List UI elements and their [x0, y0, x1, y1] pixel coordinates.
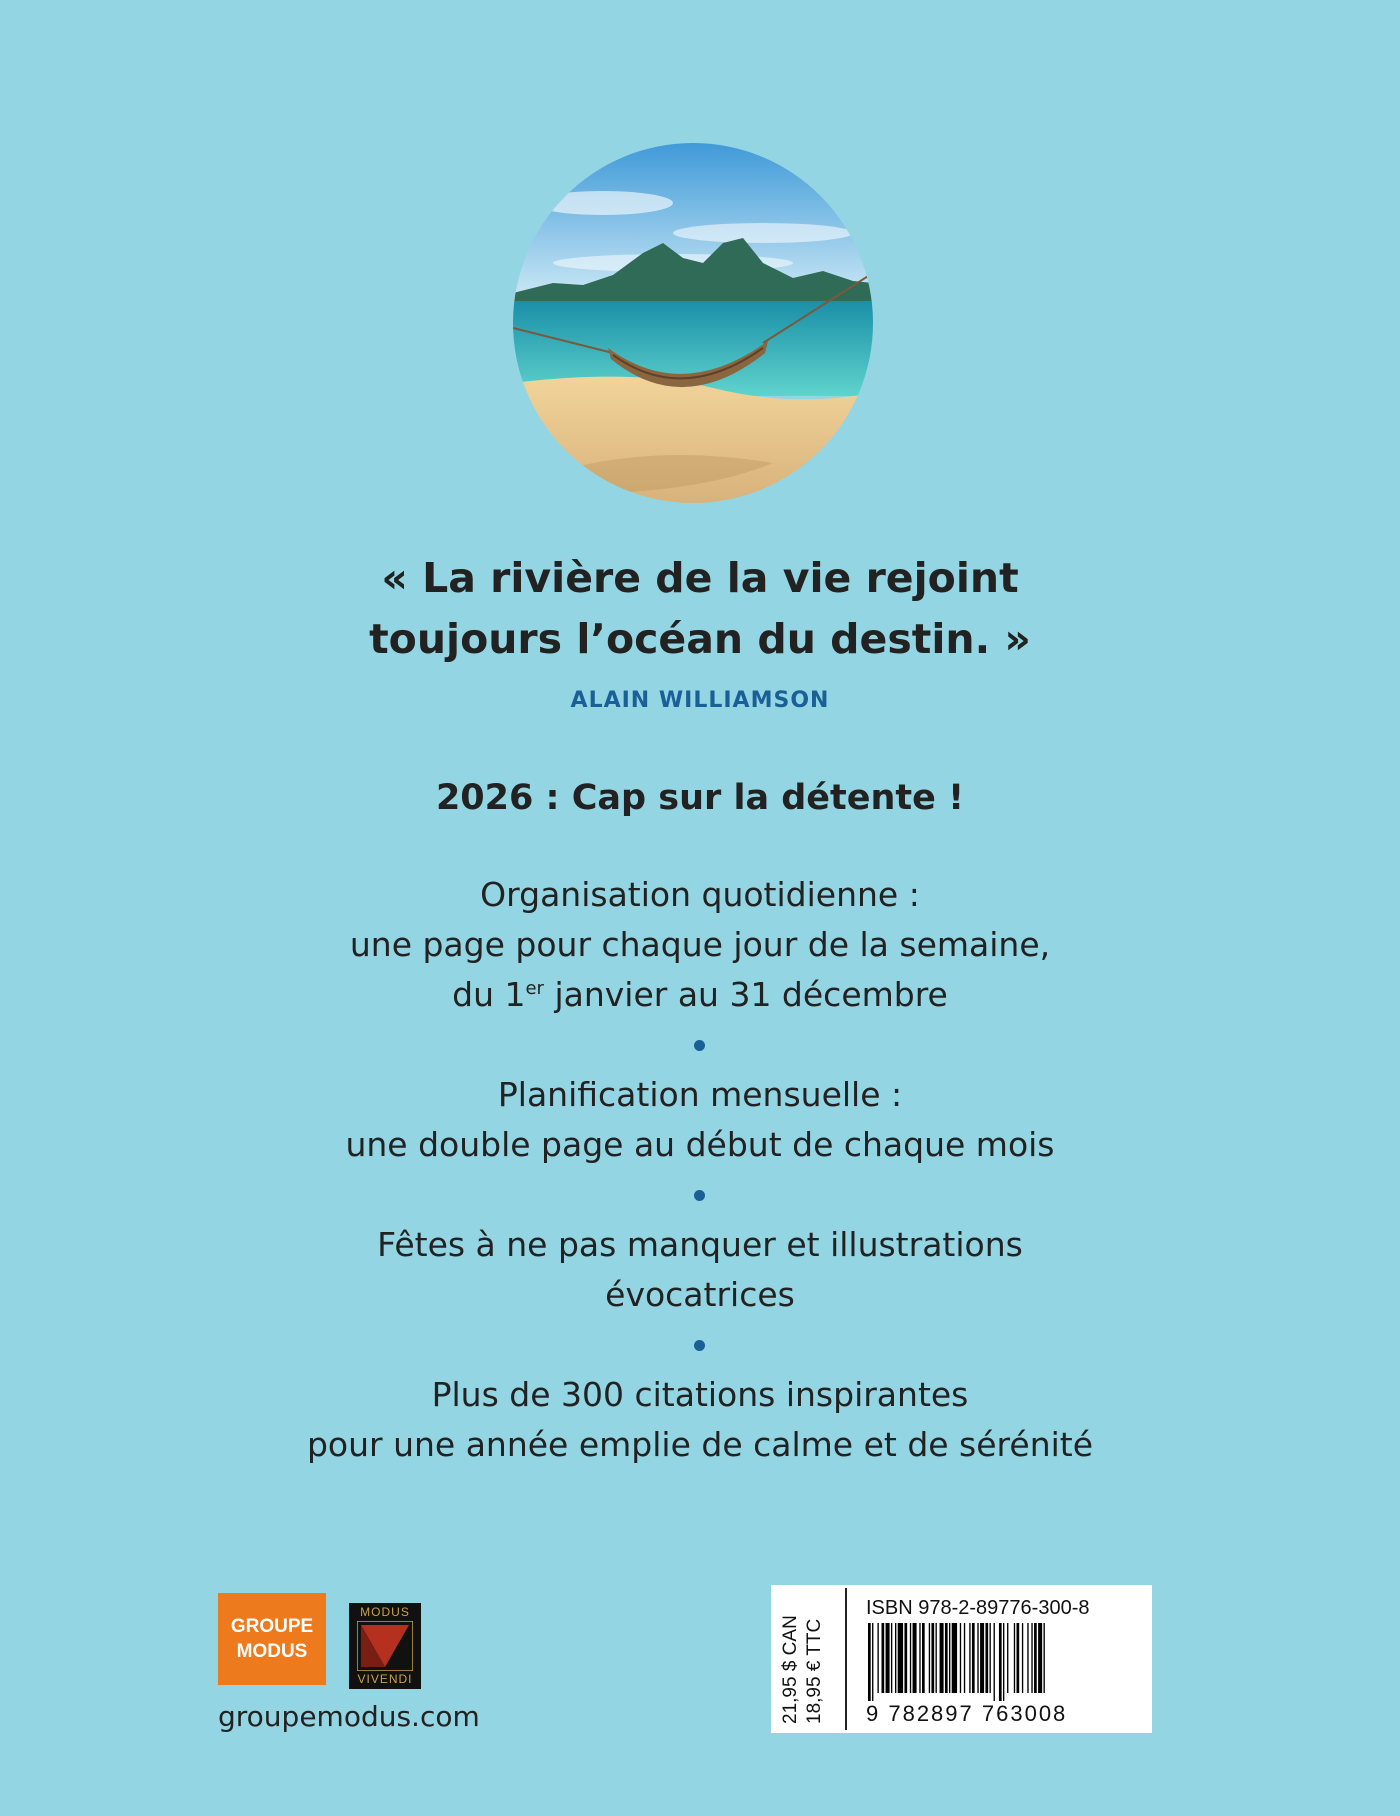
feature-1-line-3-sup: er — [525, 978, 544, 999]
barcode-bar — [1022, 1623, 1023, 1693]
barcode-bar — [952, 1623, 957, 1693]
barcode-bar — [872, 1623, 873, 1701]
barcode-bar — [1017, 1623, 1020, 1693]
feature-1-line-3 — [0, 970, 1400, 1020]
modus-vivendi-emblem-icon — [357, 1621, 413, 1671]
modus-vivendi-logo — [349, 1603, 421, 1689]
barcode-bar — [980, 1623, 984, 1693]
barcode-bar — [904, 1623, 907, 1693]
barcode-bar — [977, 1623, 978, 1693]
barcode-bar — [985, 1623, 988, 1693]
headline: 2026 : Cap sur la détente ! — [435, 778, 965, 818]
barcode-bar — [868, 1623, 871, 1701]
barcode-bar — [886, 1623, 890, 1693]
feature-list — [0, 870, 1400, 1470]
feature-3-line-2: évocatrices — [605, 1275, 795, 1314]
publisher-website: groupemodus.com — [218, 1700, 480, 1733]
barcode-bar — [891, 1623, 892, 1693]
feature-4-line-2: pour une année emplie de calme et de sérénité — [306, 1425, 1094, 1464]
barcode-bar — [999, 1623, 1002, 1701]
barcode-bar — [882, 1623, 885, 1693]
barcode-bar — [969, 1623, 970, 1693]
feature-1-line-2: une page pour chaque jour de la semaine, — [349, 925, 1051, 964]
barcode-bar — [994, 1623, 995, 1701]
barcode-bar — [1038, 1623, 1042, 1693]
barcode-bar — [931, 1623, 934, 1693]
feature-1-line-3-pre: du 1 — [452, 975, 526, 1014]
price-block — [776, 1590, 840, 1728]
bullet-separator — [0, 1020, 1400, 1070]
groupe-modus-logo-line-2: MODUS — [236, 1641, 308, 1662]
feature-4-line-1: Plus de 300 citations inspirantes — [431, 1375, 969, 1414]
quote-line-1: « La rivière de la vie rejoint — [381, 554, 1019, 602]
barcode-bar — [1003, 1623, 1004, 1701]
barcode-bar — [1014, 1623, 1015, 1693]
barcode-bar — [1034, 1623, 1037, 1693]
feature-2-line-1: Planification mensuelle : — [497, 1075, 903, 1114]
barcode-bar — [960, 1623, 961, 1693]
price-eur: 18,95 € TTC — [804, 1618, 825, 1724]
barcode-bar — [940, 1623, 944, 1693]
isbn: ISBN 978-2-89776-300-8 — [866, 1597, 1090, 1619]
groupe-modus-logo — [218, 1593, 326, 1685]
barcode-bar — [929, 1623, 930, 1693]
modus-vivendi-logo-top: MODUS — [360, 1605, 410, 1619]
barcode-bar — [972, 1623, 975, 1693]
quote — [0, 548, 1400, 670]
barcode-bar — [913, 1623, 917, 1693]
barcode-bar — [922, 1623, 925, 1693]
barcode-bar — [1044, 1623, 1045, 1693]
barcode-bar — [919, 1623, 920, 1693]
price-can: 21,95 $ CAN — [780, 1615, 801, 1724]
feature-1-line-1: Organisation quotidienne : — [480, 875, 920, 914]
barcode-bar — [936, 1623, 937, 1693]
barcode-bar — [898, 1623, 903, 1693]
bullet-separator — [0, 1320, 1400, 1370]
price-divider — [845, 1588, 847, 1730]
barcode-bar — [877, 1623, 878, 1693]
barcode-bar — [1031, 1623, 1032, 1693]
barcode-bar — [910, 1623, 911, 1693]
groupe-modus-logo-line-1: GROUPE — [230, 1616, 314, 1637]
barcode-bar — [1027, 1623, 1028, 1693]
cover-photo-hammock-beach — [513, 143, 873, 503]
barcode-bar — [964, 1623, 965, 1693]
barcode-bars — [866, 1623, 1136, 1701]
quote-line-2: toujours l’océan du destin. » — [369, 615, 1031, 663]
feature-2-line-2: une double page au début de chaque mois — [345, 1125, 1055, 1164]
feature-1-line-3-post: janvier au 31 décembre — [543, 975, 948, 1014]
modus-vivendi-logo-bottom: VIVENDI — [357, 1672, 413, 1686]
barcode-bar — [990, 1623, 991, 1693]
feature-3-line-1: Fêtes à ne pas manquer et illustrations — [377, 1225, 1023, 1264]
barcode-bar — [1007, 1623, 1008, 1693]
barcode-bar — [945, 1623, 948, 1693]
bullet-separator — [0, 1170, 1400, 1220]
barcode-bar — [895, 1623, 896, 1693]
barcode-bar — [949, 1623, 950, 1693]
barcode-digits: 9 782897 763008 — [866, 1701, 1068, 1726]
quote-author: ALAIN WILLIAMSON — [570, 688, 830, 713]
